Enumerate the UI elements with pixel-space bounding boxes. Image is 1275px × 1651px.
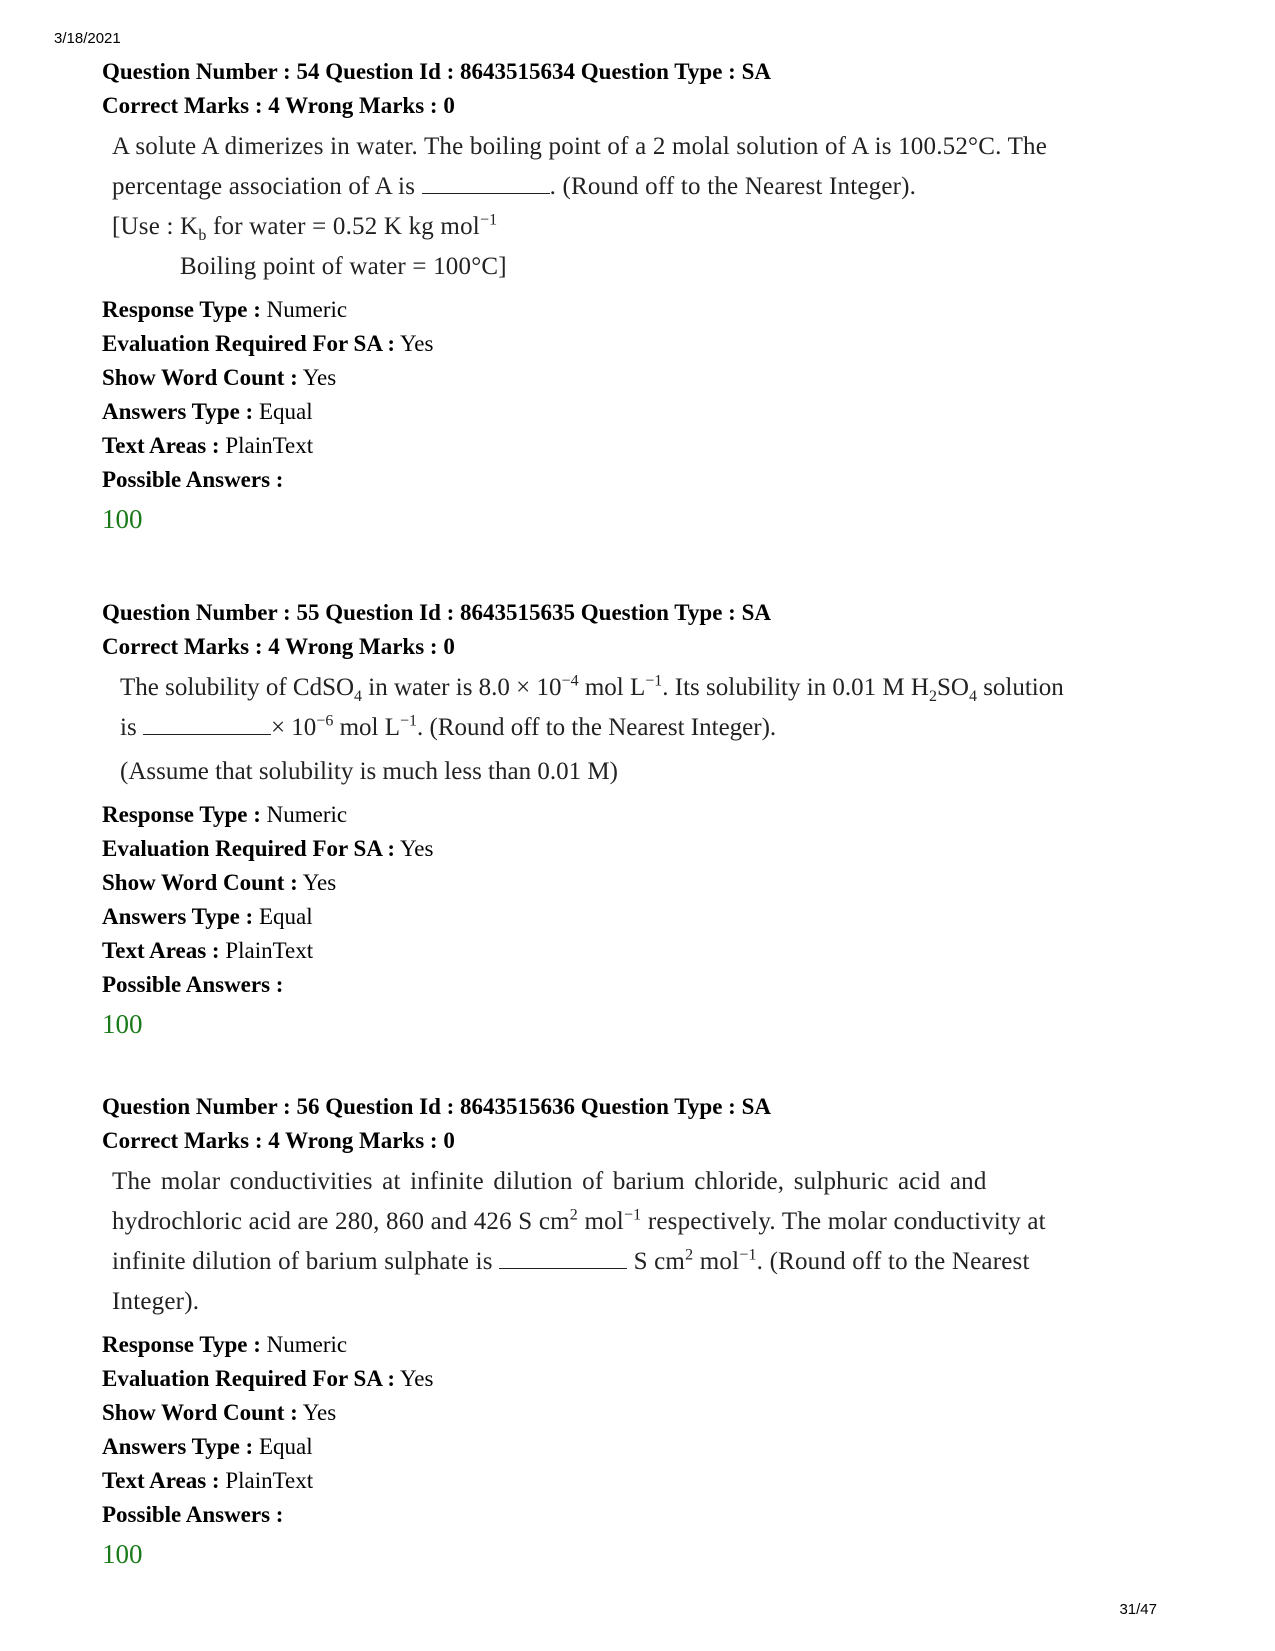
question-text <box>102 127 1202 287</box>
label: Text Areas : <box>102 433 220 458</box>
value: PlainText <box>225 938 314 963</box>
question-text <box>102 1162 1202 1322</box>
text-line: mol L <box>578 674 646 701</box>
text-line: . (Round off to the Nearest Integer). <box>549 173 917 200</box>
value: Yes <box>302 365 337 390</box>
label: Evaluation Required For SA : <box>102 1366 396 1391</box>
text-line: is <box>120 714 137 741</box>
value: Numeric <box>266 1332 348 1357</box>
label: Possible Answers : <box>102 972 284 997</box>
text-line: hydrochloric acid are 280, 860 and 426 S cm <box>112 1208 570 1235</box>
print-date: 3/18/2021 <box>54 30 121 47</box>
answer-blank <box>422 167 550 194</box>
show-word-count <box>102 1396 1202 1430</box>
value: Yes <box>400 331 434 356</box>
question-54 <box>102 55 1202 539</box>
marks-header: Correct Marks : 4 Wrong Marks : 0 <box>102 634 455 659</box>
text-line: × 10 <box>270 714 317 741</box>
question-header: Question Number : 55 Question Id : 8643515635 Question Type : SA <box>102 600 771 625</box>
label: Response Type : <box>102 297 261 322</box>
text-line: A solute A dimerizes in water. The boiling point of a 2 molal solution of A is 100.52°C. The <box>112 133 1048 160</box>
possible-answers <box>102 463 1202 497</box>
value: Yes <box>400 836 434 861</box>
value: Equal <box>258 904 313 929</box>
text-line: (Assume that solubility is much less than 0.01 M) <box>120 758 618 785</box>
text-line: percentage association of A is <box>112 173 416 200</box>
evaluation-required <box>102 1362 1202 1396</box>
possible-answers <box>102 968 1202 1002</box>
question-56 <box>102 1090 1202 1574</box>
text-line: infinite dilution of barium sulphate is <box>112 1248 493 1275</box>
page-number: 31/47 <box>1119 1601 1157 1618</box>
text-line: The solubility of CdSO <box>120 674 355 701</box>
label: Text Areas : <box>102 1468 220 1493</box>
answer-value: 100 <box>102 1009 143 1039</box>
label: Show Word Count : <box>102 365 298 390</box>
subscript: b <box>198 227 207 244</box>
answer-blank <box>143 708 271 735</box>
text-line: solution <box>976 674 1064 701</box>
evaluation-required <box>102 327 1202 361</box>
superscript: −4 <box>561 672 579 690</box>
value: Equal <box>258 399 313 424</box>
superscript: −1 <box>739 1246 757 1264</box>
value: PlainText <box>225 1468 314 1493</box>
text-line: . (Round off to the Nearest Integer). <box>417 714 777 741</box>
subscript: 4 <box>354 688 363 705</box>
text-line: S cm <box>633 1248 686 1275</box>
superscript: 2 <box>569 1206 578 1224</box>
text-line: [Use : K <box>112 213 199 240</box>
superscript: −1 <box>645 672 663 690</box>
text-areas <box>102 934 1202 968</box>
value: Yes <box>302 870 337 895</box>
label: Answers Type : <box>102 399 254 424</box>
value: Yes <box>400 1366 434 1391</box>
answers-type <box>102 395 1202 429</box>
superscript: −1 <box>623 1206 642 1224</box>
answer-value: 100 <box>102 1539 143 1569</box>
label: Possible Answers : <box>102 467 284 492</box>
question-55 <box>102 596 1202 1044</box>
question-text <box>102 668 1202 792</box>
text-areas <box>102 1464 1202 1498</box>
text-areas <box>102 429 1202 463</box>
question-header: Question Number : 54 Question Id : 8643515634 Question Type : SA <box>102 59 771 84</box>
label: Show Word Count : <box>102 870 298 895</box>
evaluation-required <box>102 832 1202 866</box>
value: Yes <box>302 1400 337 1425</box>
superscript: −1 <box>400 712 418 730</box>
text-line: mol <box>578 1208 624 1235</box>
text-line: . (Round off to the Nearest <box>756 1248 1030 1275</box>
subscript: 2 <box>928 688 937 705</box>
text-line: . Its solubility in 0.01 M H <box>662 674 929 701</box>
label: Response Type : <box>102 1332 261 1357</box>
possible-answers <box>102 1498 1202 1532</box>
label: Evaluation Required For SA : <box>102 836 396 861</box>
value: PlainText <box>225 433 314 458</box>
text-line: for water = 0.52 K kg mol <box>206 213 480 240</box>
answers-type <box>102 1430 1202 1464</box>
answer-value: 100 <box>102 504 143 534</box>
text-line: in water is 8.0 × 10 <box>362 674 562 701</box>
response-type <box>102 293 1202 327</box>
answer-blank <box>499 1242 627 1269</box>
text-line: mol <box>693 1248 740 1275</box>
superscript: 2 <box>685 1246 694 1264</box>
superscript: −6 <box>316 712 334 730</box>
label: Response Type : <box>102 802 261 827</box>
marks-header: Correct Marks : 4 Wrong Marks : 0 <box>102 1128 455 1153</box>
text-line: The molar conductivities at infinite dilution of barium chloride, sulphuric acid and <box>112 1168 987 1195</box>
show-word-count <box>102 866 1202 900</box>
text-line: SO <box>936 674 969 701</box>
answers-type <box>102 900 1202 934</box>
value: Numeric <box>266 802 348 827</box>
marks-header: Correct Marks : 4 Wrong Marks : 0 <box>102 93 455 118</box>
subscript: 4 <box>968 688 977 705</box>
response-type <box>102 798 1202 832</box>
superscript: −1 <box>479 211 498 229</box>
value: Numeric <box>266 297 348 322</box>
label: Possible Answers : <box>102 1502 284 1527</box>
text-line: respectively. The molar conductivity at <box>641 1208 1046 1235</box>
label: Text Areas : <box>102 938 220 963</box>
text-line: mol L <box>333 714 400 741</box>
text-line: Integer). <box>112 1288 200 1315</box>
label: Answers Type : <box>102 1434 254 1459</box>
response-type <box>102 1328 1202 1362</box>
label: Answers Type : <box>102 904 254 929</box>
value: Equal <box>258 1434 313 1459</box>
text-line: Boiling point of water = 100°C] <box>180 253 507 280</box>
question-header: Question Number : 56 Question Id : 8643515636 Question Type : SA <box>102 1094 771 1119</box>
label: Evaluation Required For SA : <box>102 331 396 356</box>
label: Show Word Count : <box>102 1400 298 1425</box>
show-word-count <box>102 361 1202 395</box>
